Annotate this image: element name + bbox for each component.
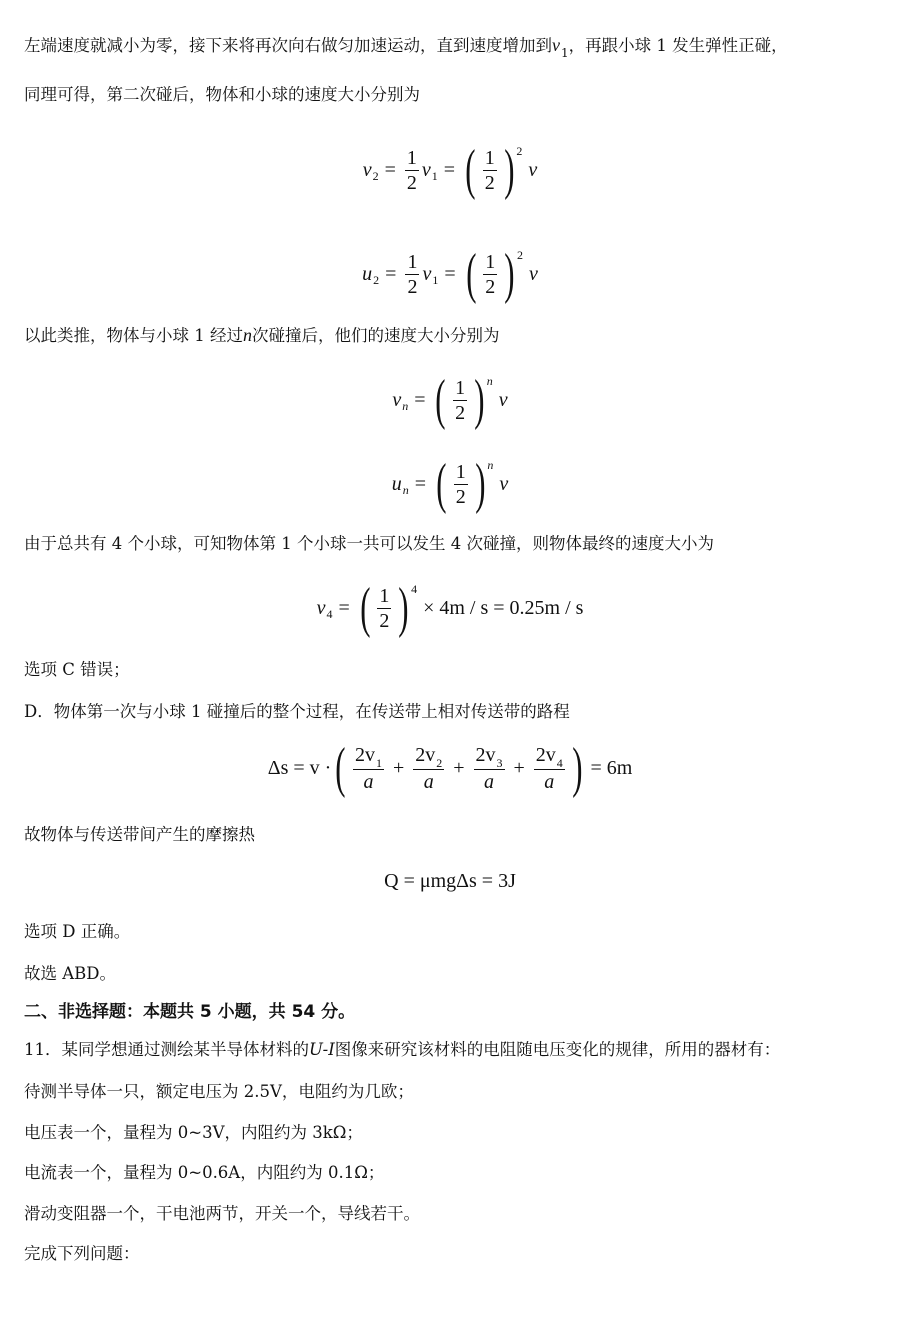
text-line-6: D．物体第一次与小球 1 碰撞后的整个过程，在传送带上相对传送带的路程 — [24, 702, 570, 721]
text-line-9: 故选 ABD。 — [24, 964, 117, 983]
section-heading: 二、非选择题：本题共 5 小题，共 54 分。 — [24, 1002, 356, 1022]
text-line-15: 滑动变阻器一个，干电池两节，开关一个，导线若干。 — [24, 1204, 420, 1223]
text-line-3: 以此类推，物体与小球 1 经过n次碰撞后，他们的速度大小分别为 — [24, 325, 500, 345]
text-line-8: 选项 D 正确。 — [24, 922, 131, 941]
text-line-7: 故物体与传送带间产生的摩擦热 — [24, 825, 255, 844]
text-line-5: 选项 C 错误； — [24, 660, 130, 679]
equation-v4: v 4 = ( $\frac{1}{2}$ ) 4 × 4m / s = 0.25m / s — [316, 577, 584, 639]
equation-vn: v n = ( $\frac{1}{2}$ ) n v — [392, 369, 508, 431]
text-line-4: 由于总共有 4 个小球，可知物体第 1 个小球一共可以发生 4 次碰撞，则物体最终的速度大小为 — [24, 534, 714, 553]
equation-q: Q = μmgΔs = 3J — [384, 870, 516, 892]
equation-delta-s: Δs = v · ( $\frac{2v_1}{a}$ + $\frac{2v_2}{a}$ + $\frac{2v_3}{a}$ + $\frac{2v_4}{a}$ ) = 6m — [267, 737, 633, 799]
text-line-14: 电流表一个，量程为 0~0.6A，内阻约为 0.1Ω； — [24, 1163, 385, 1182]
text-line-2: 同理可得，第二次碰后，物体和小球的速度大小分别为 — [24, 85, 420, 104]
equation-u2: u 2 = $\frac{1}{2}$ v 1 = ( $\frac{1}{2}$ ) 2 v — [362, 243, 538, 305]
equation-v2: v 2 = $\frac{1}{2}$ v 1 = ( $\frac{1}{2}$ ) 2 v — [362, 139, 538, 201]
text-line-11: 11．某同学想通过测绘某半导体材料的U-I图像来研究该材料的电阻随电压变化的规律，所用的器材有： — [24, 1040, 781, 1059]
equation-un: u n = ( $\frac{1}{2}$ ) n v — [391, 453, 509, 515]
text-line-13: 电压表一个，量程为 0~3V，内阻约为 3kΩ； — [24, 1123, 363, 1142]
text-line-1: 左端速度就减小为零，接下来将再次向右做匀加速运动，直到速度增加到$v_1$，再跟小球 1 发生弹性正碰， — [24, 35, 788, 60]
text-line-16: 完成下列问题： — [24, 1244, 140, 1263]
text-line-12: 待测半导体一只，额定电压为 2.5V，电阻约为几欧； — [24, 1082, 414, 1101]
